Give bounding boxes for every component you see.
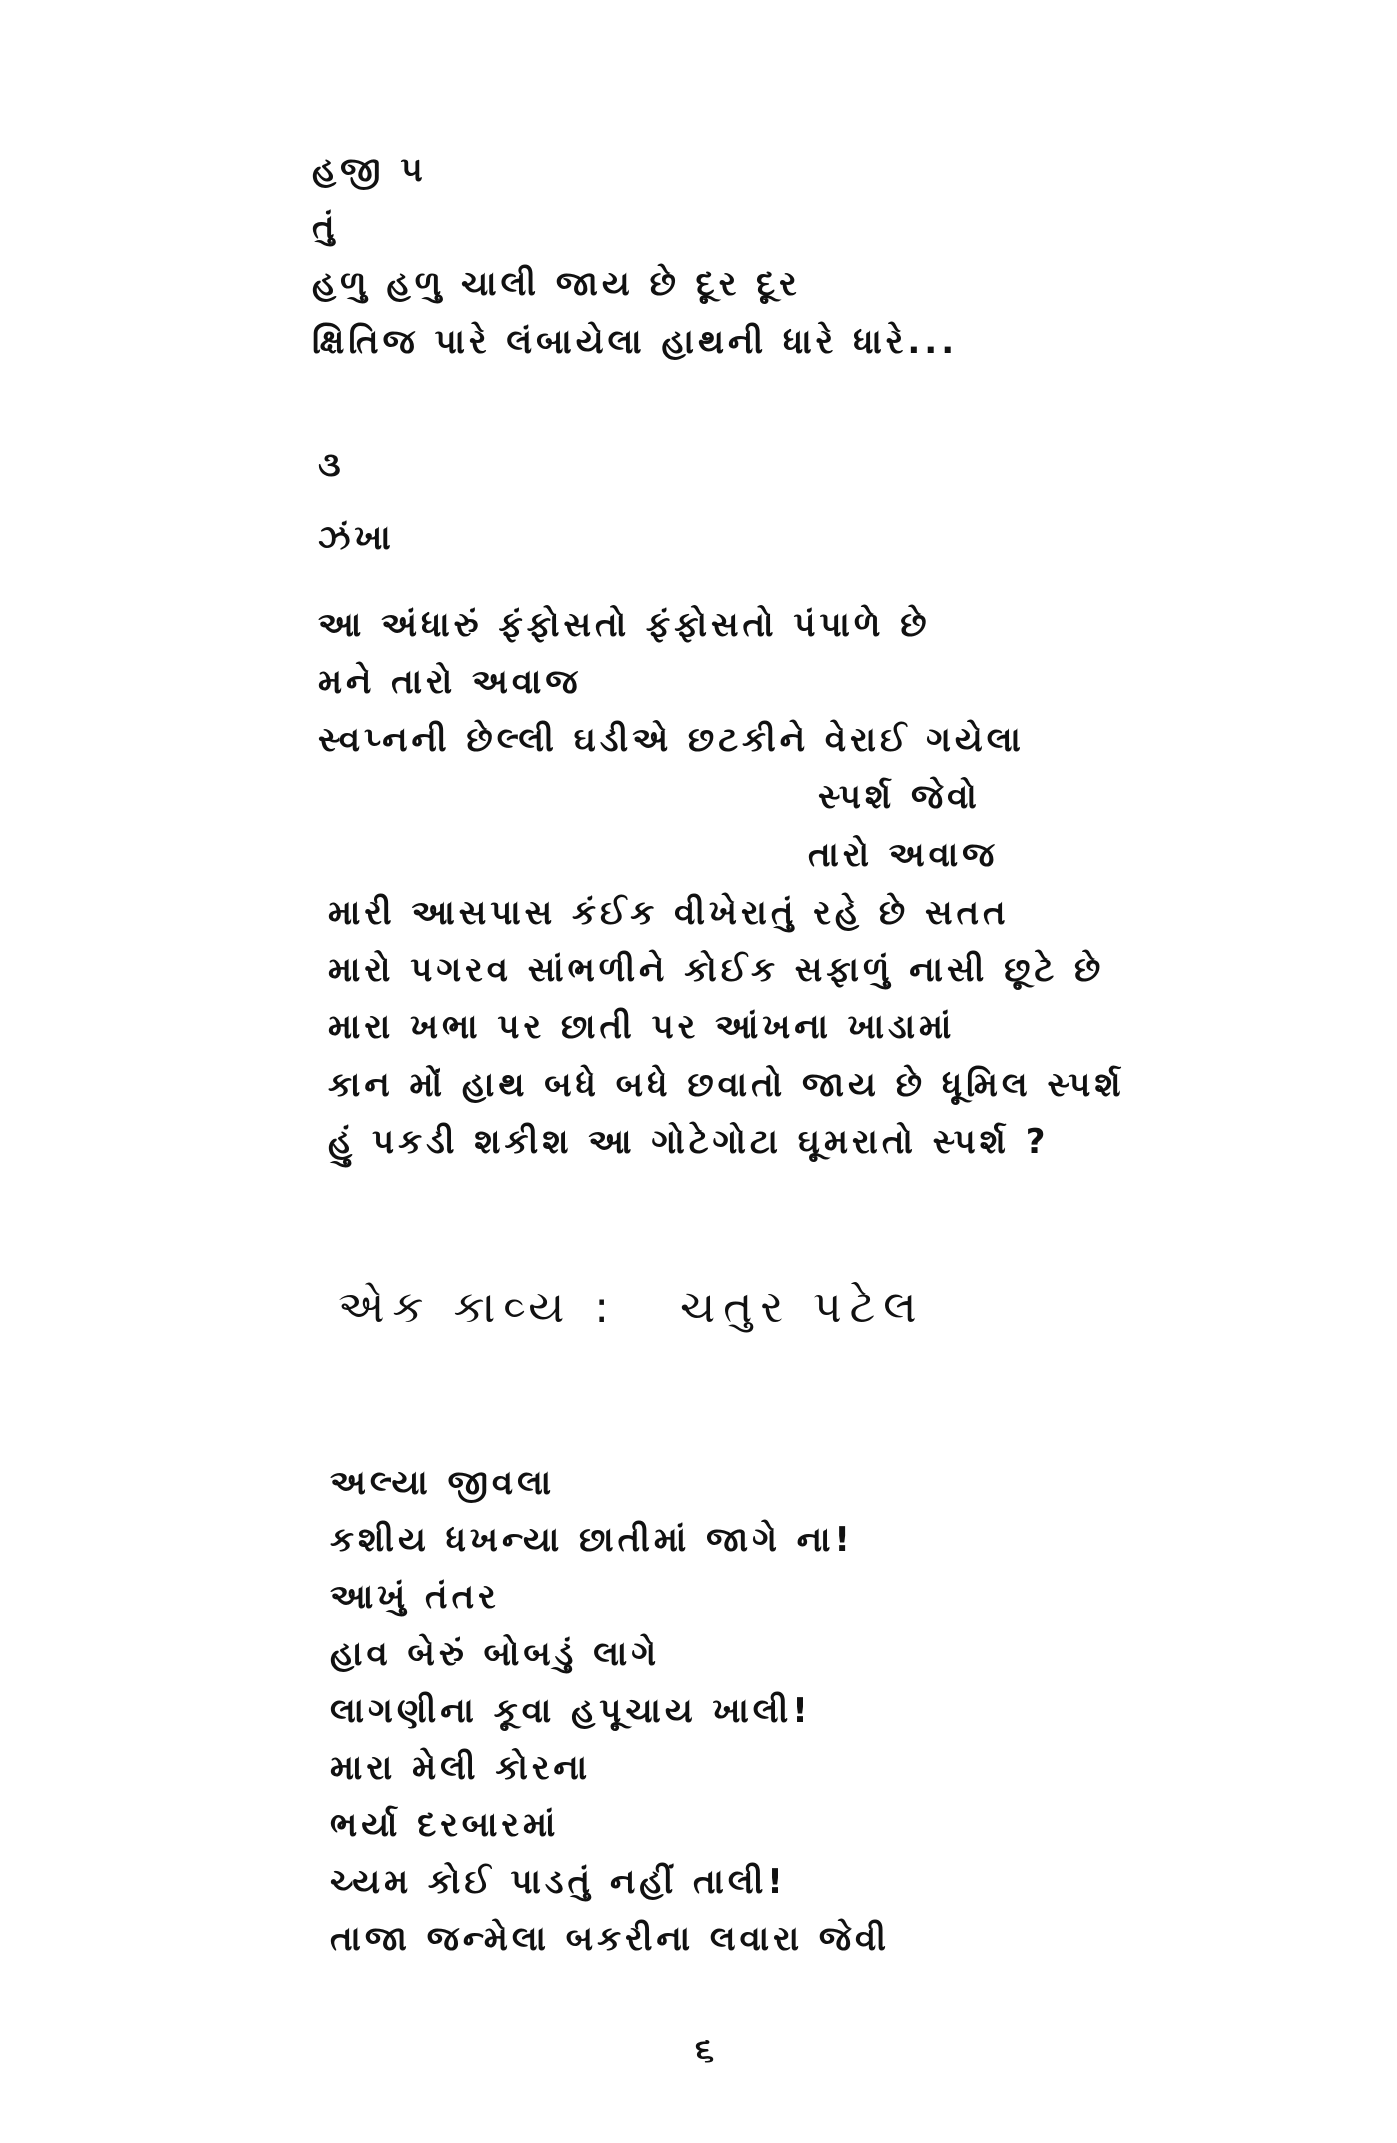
poem-line: હાવ બેરું બોબડું લાગે	[330, 1634, 661, 1674]
poem-title: ઝંખા	[318, 518, 395, 558]
poem-heading: એક કાવ્ય :	[338, 1282, 618, 1333]
poem-line: ક્ષિતિજ પારે લંબાયેલા હાથની ધારે ધારે...	[312, 322, 959, 362]
poem-line: મારા ખભા પર છાતી પર આંખના ખાડામાં	[328, 1007, 956, 1047]
poem-line: લાગણીના કૂવા હપૂચાય ખાલી!	[330, 1691, 812, 1731]
poem-line: કશીય ધખન્યા છાતીમાં જાગે ના!	[330, 1520, 854, 1560]
poem-line: હું પકડી શકીશ આ ગોટેગોટા ઘૂમરાતો સ્પર્શ ?	[328, 1122, 1050, 1162]
poem-line: મારો પગરવ સાંભળીને કોઈક સફાળું નાસી છૂટે છે	[328, 950, 1105, 990]
poem-line: સ્વપ્નની છેલ્લી ઘડીએ છટકીને વેરાઈ ગયેલા	[318, 720, 1025, 760]
poem-line: મને તારો અવાજ	[318, 662, 582, 702]
poem-line: હળુ હળુ ચાલી જાય છે દૂર દૂર	[312, 264, 801, 304]
poem-line: અલ્યા જીવલા	[330, 1463, 556, 1503]
poem-line: મારા મેલી કોરના	[330, 1748, 592, 1788]
poem-line: આ અંધારું ફંફોસતો ફંફોસતો પંપાળે છે	[318, 605, 931, 645]
poem-line: તારો અવાજ	[808, 835, 999, 875]
poem-line: તાજા જન્મેલા બકરીના લવારા જેવી	[330, 1919, 890, 1959]
page-number: ૬	[695, 2030, 719, 2070]
poem-line: મારી આસપાસ કંઈક વીખેરાતું રહે છે સતત	[328, 893, 1010, 933]
poem-line: હજી ૫	[312, 150, 427, 190]
poem-author: ચતુર પટેલ	[680, 1282, 925, 1333]
poem-line: તું	[312, 207, 339, 247]
poem-line: ચ્યમ કોઈ પાડતું નહીં તાલી!	[330, 1862, 787, 1902]
poem-line: ભર્યા દરબારમાં	[330, 1805, 560, 1845]
poem-line: આખું તંતર	[330, 1577, 500, 1617]
section-number: ૩	[318, 445, 345, 485]
poem-line: સ્પર્શ જેવો	[818, 777, 981, 817]
poem-line: કાન મોં હાથ બધે બધે છવાતો જાય છે ધૂમિલ સ્પર્શ	[328, 1065, 1125, 1105]
